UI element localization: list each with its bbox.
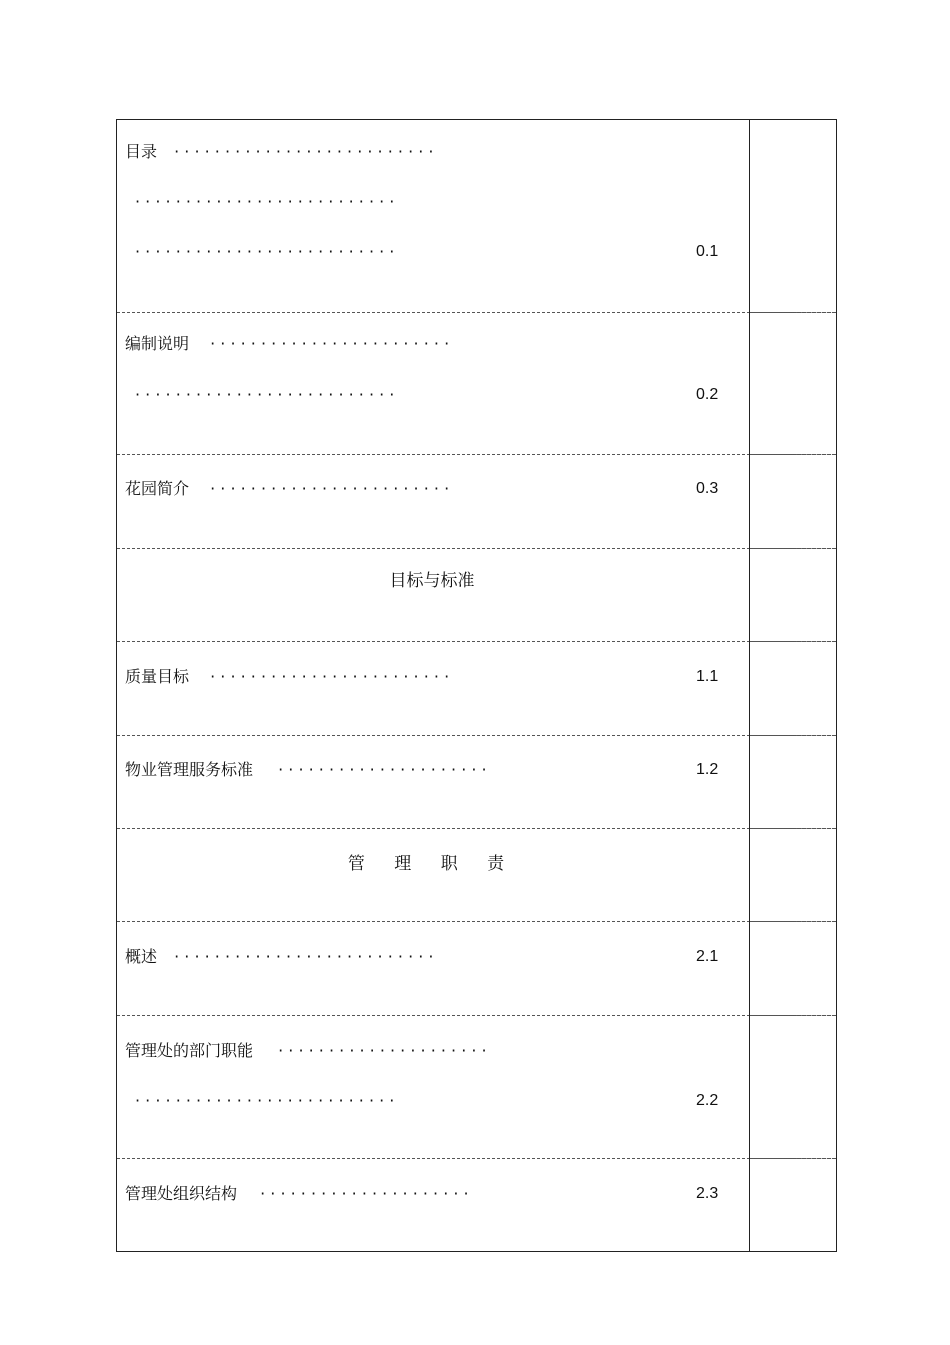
dot-leader: · · · · · · · · · · · · · · · · · · · · · · · · · · [135,192,395,211]
toc-row-department-functions [117,1016,835,1159]
toc-page-number: 0.2 [696,386,719,403]
toc-page-number: 1.1 [696,668,719,685]
dot-leader: · · · · · · · · · · · · · · · · · · · · · [260,1184,469,1203]
row-divider [750,735,836,736]
dot-leader: · · · · · · · · · · · · · · · · · · · · · · · · · · [174,947,434,966]
row-divider [750,921,836,922]
toc-entry-label: 管理处组织结构 [125,1184,238,1203]
row-divider [750,828,836,829]
toc-page-number: 0.3 [696,480,719,497]
toc-page-number: 0.1 [696,243,719,260]
dot-leader: · · · · · · · · · · · · · · · · · · · · · [278,760,487,779]
toc-row-preparation-notes [117,313,835,455]
dot-leader: · · · · · · · · · · · · · · · · · · · · · [278,1041,487,1060]
toc-page-number: 1.2 [696,761,719,778]
toc-row-overview [117,922,835,1016]
dot-leader: · · · · · · · · · · · · · · · · · · · · · · · · [210,667,450,686]
toc-section-heading-row [117,829,835,922]
toc-row-org-structure [117,1159,835,1251]
toc-entry-label: 目录 [125,142,158,161]
toc-entry-label: 质量目标 [125,667,190,686]
row-divider [750,548,836,549]
toc-page-number: 2.2 [696,1092,719,1109]
dot-leader: · · · · · · · · · · · · · · · · · · · · · · · · · · [174,142,434,161]
toc-entry-line [125,479,449,499]
section-heading: 目标与标准 [389,571,475,591]
row-divider [750,1015,836,1016]
toc-page-number: 2.3 [696,1185,719,1202]
toc-entry-line [125,142,434,162]
row-divider [750,454,836,455]
toc-entry-line [125,667,449,687]
dot-leader: · · · · · · · · · · · · · · · · · · · · · · · · · · [135,242,395,261]
toc-entry-label: 花园简介 [125,479,190,498]
toc-entry-line [125,1184,469,1204]
toc-entry-label: 概述 [125,947,158,966]
toc-page-number: 2.1 [696,948,719,965]
toc-section-heading-row [117,549,835,642]
row-divider [750,312,836,313]
dot-leader: · · · · · · · · · · · · · · · · · · · · · · · · [210,479,450,498]
dot-leader: · · · · · · · · · · · · · · · · · · · · · · · · · · [135,385,395,404]
toc-row-contents [117,120,835,313]
toc-entry-line [125,947,434,967]
toc-entry-label: 编制说明 [125,334,190,353]
dot-leader: · · · · · · · · · · · · · · · · · · · · · · · · · · [135,1091,395,1110]
section-heading: 管 理 职 责 [347,854,517,874]
toc-entry-line [125,760,487,780]
row-divider [750,641,836,642]
toc-row-garden-intro [117,455,835,549]
dot-leader: · · · · · · · · · · · · · · · · · · · · · · · · [210,334,450,353]
toc-table [116,119,837,1252]
right-column [750,119,836,1252]
toc-entry-line [125,334,449,354]
row-divider [750,1158,836,1159]
toc-row-service-standards [117,736,835,829]
toc-entry-label: 物业管理服务标准 [125,760,254,779]
toc-entry-label: 管理处的部门职能 [125,1041,254,1060]
toc-entry-line [125,1041,487,1061]
toc-row-quality-goals [117,642,835,736]
